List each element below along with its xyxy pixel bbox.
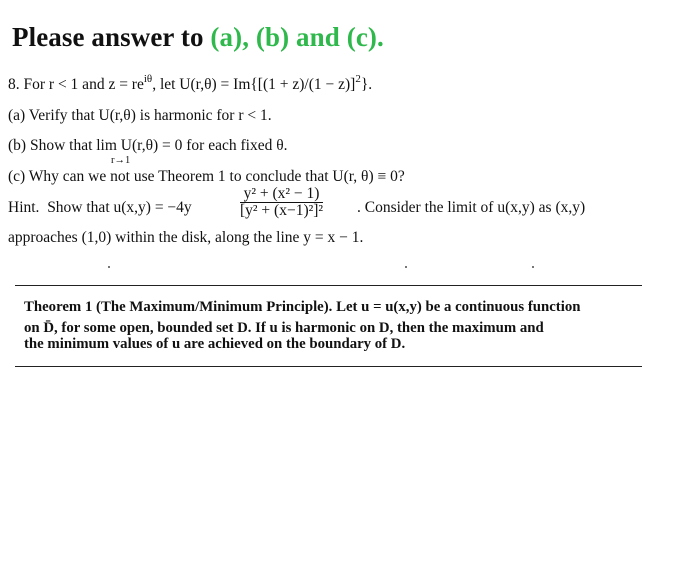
speck-3 [532,266,534,268]
theorem-line1: Theorem 1 (The Maximum/Minimum Principle). Let u = u(x,y) be a continuous function [24,299,581,315]
theorem-box [15,285,642,367]
page-title [12,22,384,53]
hint-label: Hint. [8,199,40,216]
problem-statement [8,73,373,95]
problem-line8-end: }. [360,76,373,93]
hint-denominator: [y² + (x−1)²]² [240,202,324,219]
title-prefix: Please answer to [12,22,211,52]
part-b-limit-subscript: r→1 [111,155,131,166]
theorem-line2: on D̄, for some open, bounded set D. If u is harmonic on D, then the maximum and [24,320,544,336]
title-parts: (a), (b) and (c). [210,22,384,52]
hint-numerator: y² + (x² − 1) [240,186,323,203]
problem-line8-sup: iθ [143,73,153,85]
speck-2 [405,266,407,268]
hint-line2: approaches (1,0) within the disk, along the line y = x − 1. [8,229,364,246]
hint-line1 [8,199,192,217]
part-c: (c) Why can we not use Theorem 1 to conclude that U(r, θ) ≡ 0? [8,168,405,185]
problem-line8-pre: 8. For r < 1 and z = re [8,76,144,93]
hint-fraction [240,186,323,219]
part-b: (b) Show that lim U(r,θ) = 0 for each fixed θ. [8,137,288,154]
hint-post: . Consider the limit of u(x,y) as (x,y) [357,199,586,216]
hint-pre: Show that u(x,y) = −4y [47,199,192,216]
theorem-line3: the minimum values of u are achieved on the boundary of D. [24,336,406,352]
speck-1 [108,266,110,268]
part-a: (a) Verify that U(r,θ) is harmonic for r < 1. [8,107,272,124]
problem-line8-sup2: 2 [355,73,361,85]
problem-line8-post: , let U(r,θ) = Im{[(1 + z)/(1 − z)] [152,76,356,93]
